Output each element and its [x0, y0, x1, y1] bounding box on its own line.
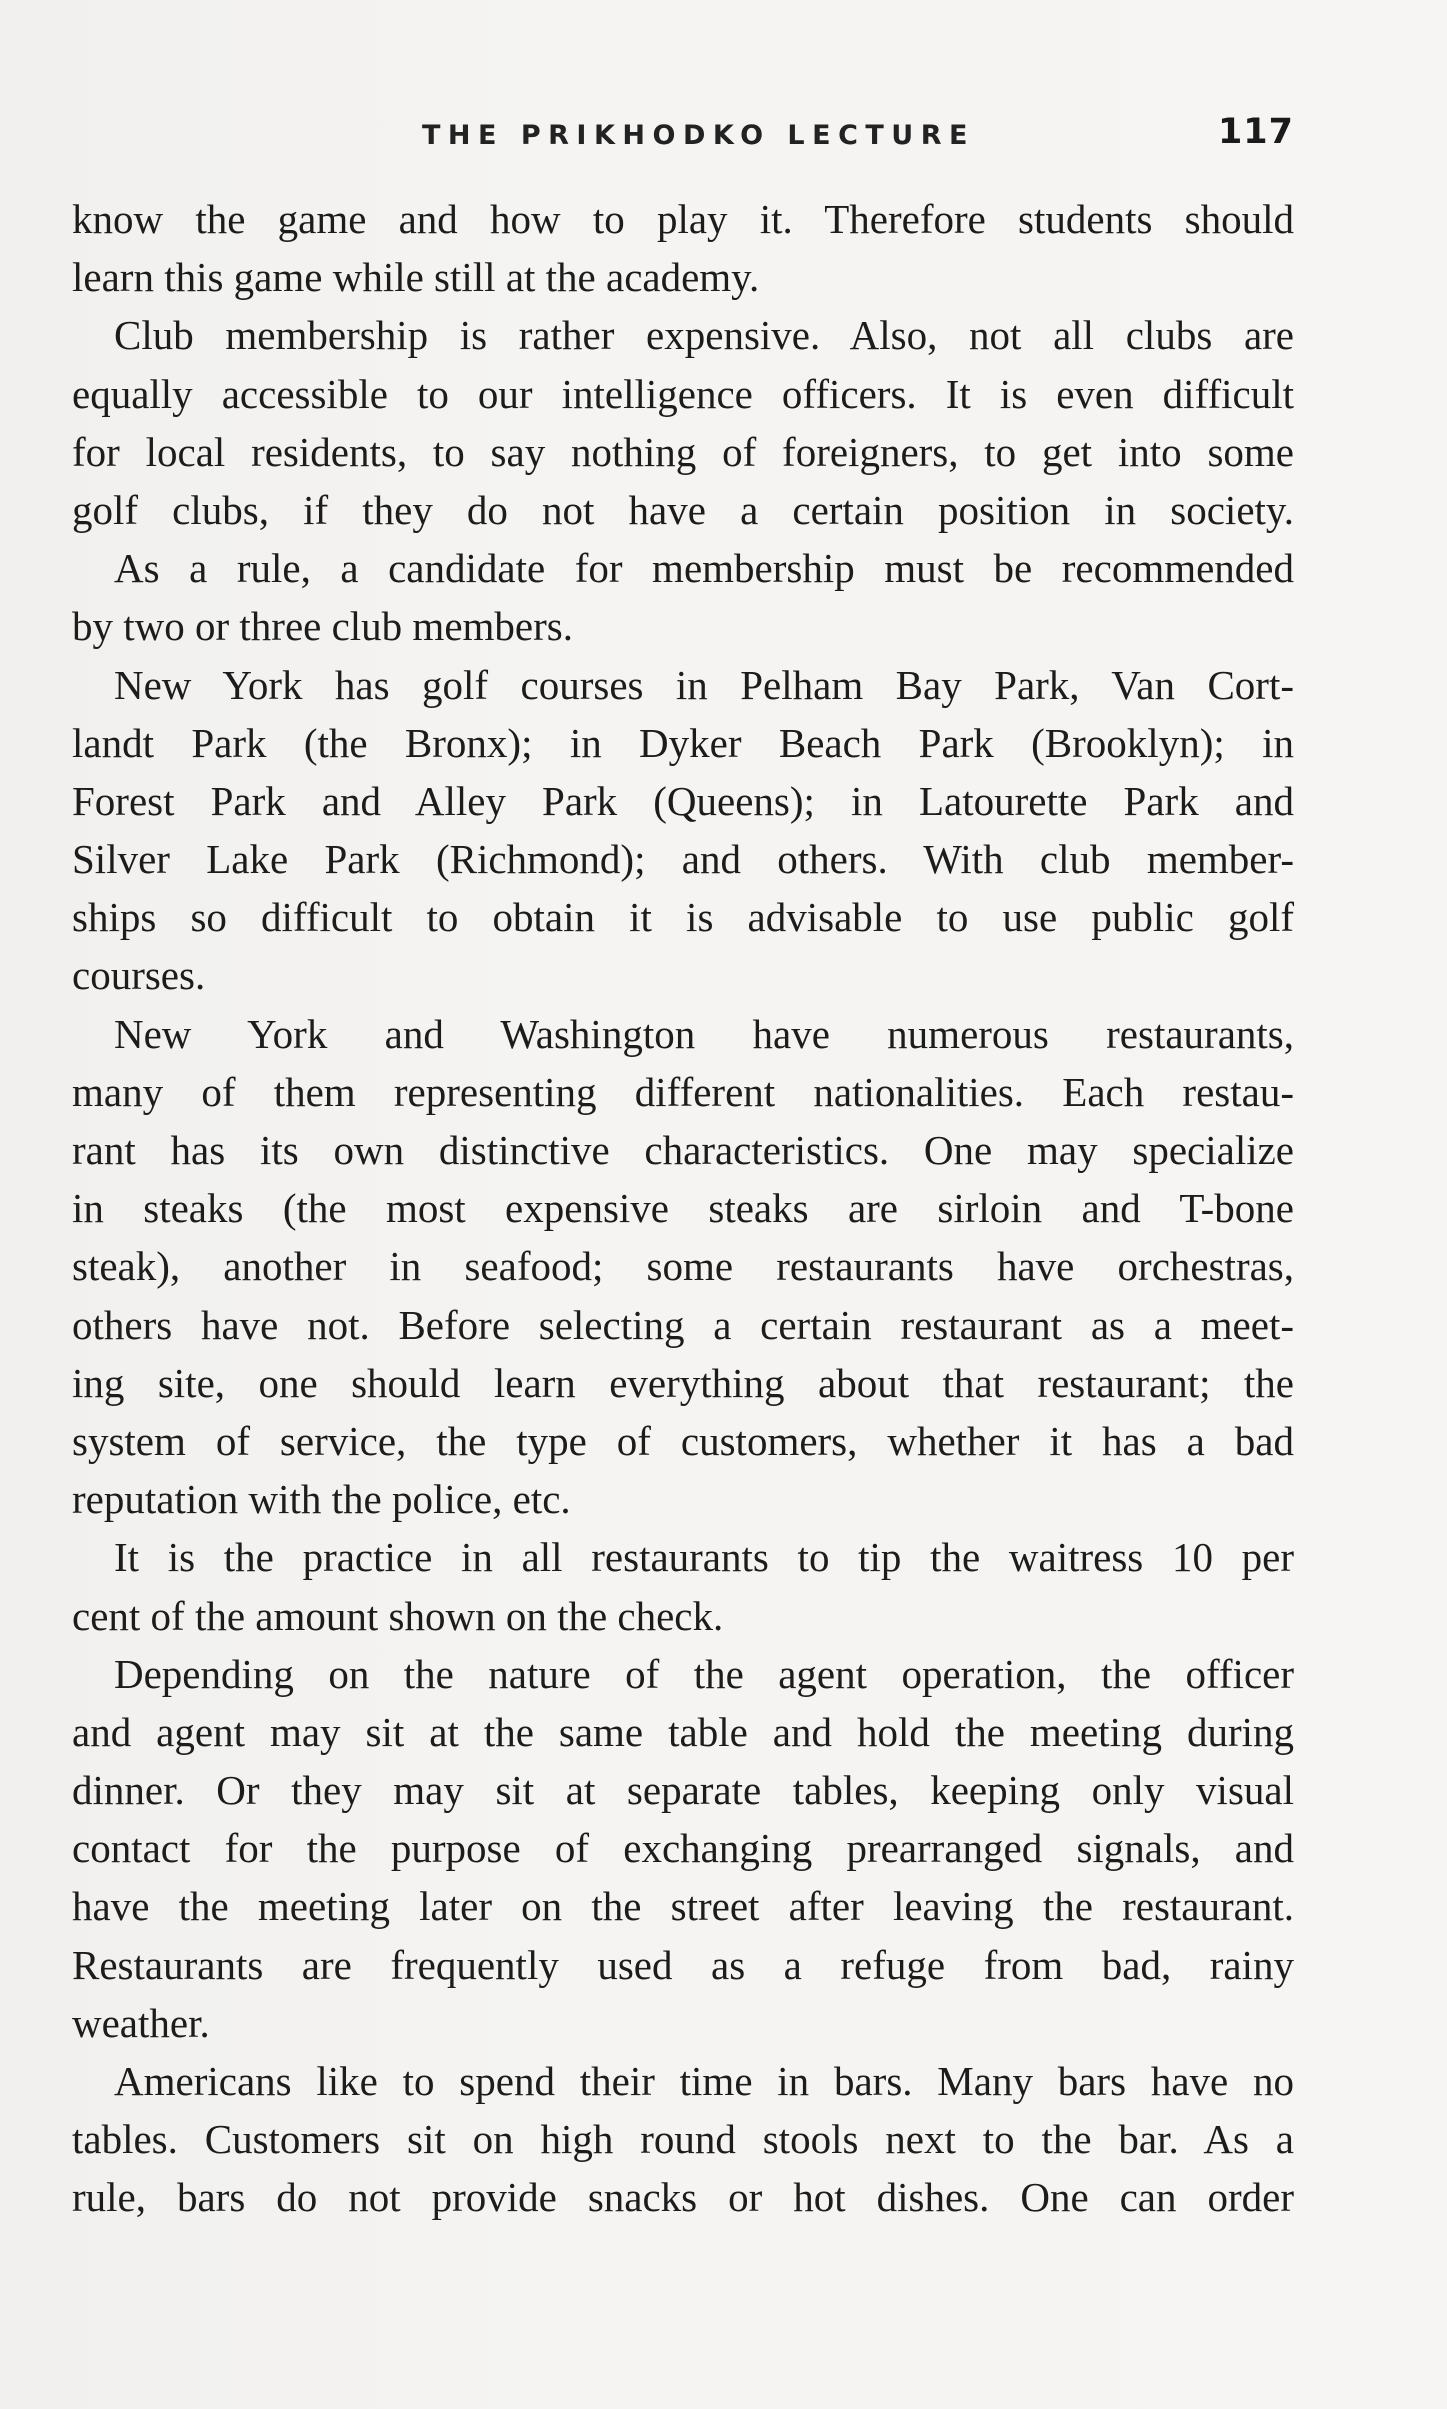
text-line: cent of the amount shown on the check.	[72, 1592, 724, 1639]
text-line: ships so difficult to obtain it is advisable to use public golf	[72, 894, 1294, 941]
text-line: New York and Washington have numerous restaurants,	[114, 1010, 1294, 1057]
text-line: tables. Customers sit on high round stools next to the bar. As a	[72, 2116, 1294, 2163]
text-line: know the game and how to play it. Therefore students should	[72, 196, 1294, 242]
page-number: 117	[1217, 112, 1294, 152]
text-line: equally accessible to our intelligence officers. It is even difficult	[72, 370, 1294, 417]
running-head-title: THE PRIKHODKO LECTURE	[422, 120, 975, 151]
text-line: golf clubs, if they do not have a certain position in society.	[72, 486, 1294, 533]
text-line: It is the practice in all restaurants to tip the waitress 10 per	[114, 1534, 1294, 1581]
text-line: dinner. Or they may sit at separate tables, keeping only visual	[72, 1767, 1294, 1814]
text-line: Silver Lake Park (Richmond); and others. With club member-	[72, 836, 1294, 883]
text-line: system of service, the type of customers, whether it has a bad	[72, 1417, 1294, 1464]
text-line: Americans like to spend their time in bars. Many bars have no	[114, 2058, 1294, 2104]
text-line: Forest Park and Alley Park (Queens); in Latourette Park and	[72, 777, 1294, 824]
text-line: steak), another in seafood; some restaurants have orchestras,	[72, 1243, 1294, 1290]
text-line: Restaurants are frequently used as a refuge from bad, rainy	[72, 1941, 1294, 1988]
text-line: ing site, one should learn everything about that restaurant; the	[72, 1359, 1294, 1406]
text-line: have the meeting later on the street after leaving the restaurant.	[72, 1883, 1294, 1930]
text-line: courses.	[72, 952, 206, 999]
text-line: contact for the purpose of exchanging prearranged signals, and	[72, 1825, 1294, 1872]
text-line: weather.	[72, 1999, 210, 2046]
body-text	[72, 190, 1294, 2227]
text-line: New York has golf courses in Pelham Bay Park, Van Cort-	[114, 661, 1294, 708]
text-line: reputation with the police, etc.	[72, 1476, 571, 1523]
text-line: for local residents, to say nothing of foreigners, to get into some	[72, 428, 1294, 475]
text-line: learn this game while still at the academy.	[72, 254, 760, 301]
text-line: by two or three club members.	[72, 603, 573, 650]
text-line: many of them representing different nationalities. Each restau-	[72, 1068, 1294, 1115]
text-line: rant has its own distinctive characteristics. One may specialize	[72, 1127, 1294, 1173]
text-line: others have not. Before selecting a certain restaurant as a meet-	[72, 1301, 1294, 1348]
text-line: Depending on the nature of the agent operation, the officer	[114, 1650, 1294, 1697]
text-line: in steaks (the most expensive steaks are sirloin and T-bone	[72, 1185, 1294, 1232]
text-line: Club membership is rather expensive. Also, not all clubs are	[114, 312, 1294, 359]
text-line: As a rule, a candidate for membership must be recommended	[114, 545, 1294, 592]
text-line: and agent may sit at the same table and hold the meeting during	[72, 1708, 1294, 1755]
running-head	[72, 112, 1294, 162]
text-line: landt Park (the Bronx); in Dyker Beach Park (Brooklyn); in	[72, 719, 1294, 766]
text-line: rule, bars do not provide snacks or hot dishes. One can order	[72, 2174, 1294, 2221]
